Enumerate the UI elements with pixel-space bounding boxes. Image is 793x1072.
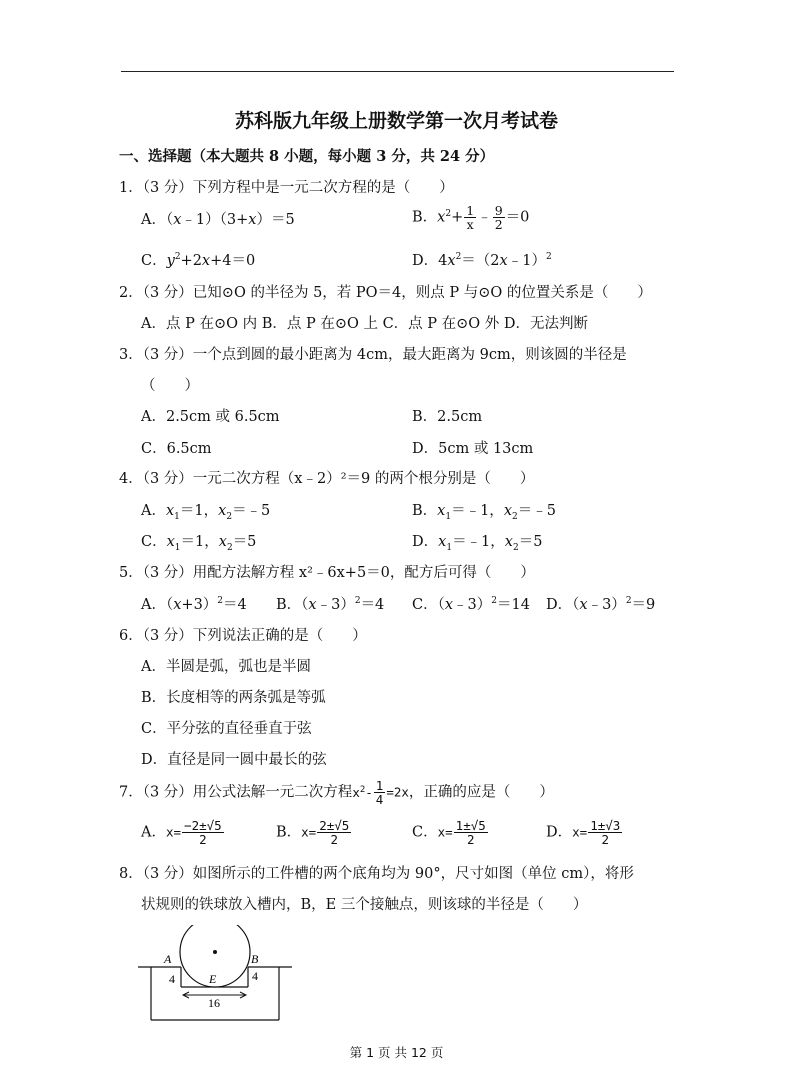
q1-b-frac-2: $\frac{9}{2}$ bbox=[494, 203, 503, 233]
q6-option-b[interactable]: B．长度相等的两条弧是等弧 bbox=[141, 690, 326, 706]
q4-option-b[interactable]: B．$x_1=﹣1$，$x_2=﹣5$ bbox=[412, 503, 556, 522]
q5-option-c[interactable]: C．（x﹣3）$^2$＝14 bbox=[412, 596, 530, 613]
question-1-stem: 1．（3 分）下列方程中是一元二次方程的是（ ） bbox=[119, 180, 454, 196]
q1-option-b[interactable]: B．$x^2+$ $\frac{1}{x}$ ﹣ $\frac{9}{2}$ ＝0 bbox=[412, 203, 530, 233]
q5-option-a[interactable]: A．$(x+3)^2=4$ bbox=[141, 596, 247, 613]
label-a: A bbox=[164, 952, 172, 966]
question-3-stem: 3．（3 分）一个点到圆的最小距离为 4cm，最大距离为 9cm，则该圆的半径是 bbox=[119, 347, 627, 363]
q1-option-a[interactable]: A．（x﹣1）（3+x）＝5 bbox=[141, 212, 295, 228]
section-heading: 一、选择题（本大题共 8 小题，每小题 3 分，共 24 分） bbox=[119, 148, 495, 165]
q3-option-d[interactable]: D．5cm 或 13cm bbox=[412, 441, 534, 457]
question-6-stem: 6．（3 分）下列说法正确的是（ ） bbox=[119, 628, 367, 644]
q3-option-c[interactable]: C．6.5cm bbox=[141, 441, 212, 457]
q4-option-d[interactable]: D．$x_1=﹣1$，$x_2=5$ bbox=[412, 534, 543, 553]
q1-option-d[interactable]: D．$4x^2=(2x﹣1)^2$ bbox=[412, 252, 552, 269]
dim-bottom-16: 16 bbox=[208, 996, 220, 1010]
q3-option-a[interactable]: A．2.5cm 或 6.5cm bbox=[141, 409, 280, 425]
question-7-stem: 7．（3 分）用公式法解一元二次方程$x^2-$ $\frac{1}{4}$ =2x，正确的应是（ ） bbox=[119, 778, 554, 808]
q6-option-a[interactable]: A．半圆是弧，弧也是半圆 bbox=[141, 659, 311, 675]
q6-option-d[interactable]: D．直径是同一圆中最长的弦 bbox=[141, 752, 327, 768]
q7-eq-frac: $\frac{1}{4}$ bbox=[375, 778, 384, 808]
header-rule bbox=[121, 71, 674, 72]
q1-b-frac-1: $\frac{1}{x}$ bbox=[466, 203, 475, 233]
q7-option-d[interactable]: D．x= $\frac{1\pm√3}{2}$ bbox=[546, 818, 621, 848]
workpiece-groove-figure bbox=[136, 925, 296, 1025]
q5-option-b[interactable]: B．（x﹣3）$^2$＝4 bbox=[276, 596, 385, 613]
label-e: E bbox=[209, 972, 217, 986]
question-8-stem: 8．（3 分）如图所示的工件槽的两个底角均为 90°，尺寸如图（单位 cm），将形 bbox=[119, 866, 634, 882]
q1-option-c[interactable]: C．$y^2+2x+4=0$ bbox=[141, 252, 256, 269]
question-2-stem: 2．（3 分）已知⊙O 的半径为 5，若 PO＝4，则点 P 与⊙O 的位置关系是（ ） bbox=[119, 285, 652, 301]
ball-center-dot bbox=[213, 950, 217, 954]
q7-option-c[interactable]: C．x= $\frac{1\pm√5}{2}$ bbox=[412, 818, 486, 848]
q7-option-a[interactable]: A．x= $\frac{-2\pm√5}{2}$ bbox=[141, 818, 222, 848]
page-footer: 第 1 页 共 12 页 bbox=[349, 1045, 444, 1060]
question-8-stem-cont: 状规则的铁球放入槽内，B，E 三个接触点，则该球的半径是（ ） bbox=[141, 897, 588, 913]
question-3-stem-cont: （ ） bbox=[141, 378, 199, 394]
q6-option-c[interactable]: C．平分弦的直径垂直于弦 bbox=[141, 721, 312, 737]
q4-option-a[interactable]: A．$x_1=1$，$x_2=﹣5$ bbox=[141, 503, 271, 522]
q3-option-b[interactable]: B．2.5cm bbox=[412, 409, 483, 425]
page-title: 苏科版九年级上册数学第一次月考试卷 bbox=[234, 110, 558, 132]
dim-left-4: 4 bbox=[169, 972, 175, 986]
question-4-stem: 4．（3 分）一元二次方程（x﹣2）²＝9 的两个根分别是（ ） bbox=[119, 471, 535, 487]
label-b: B bbox=[251, 952, 259, 966]
q4-option-c[interactable]: C．$x_1=1$，$x_2=5$ bbox=[141, 534, 257, 553]
dim-right-4: 4 bbox=[252, 969, 258, 983]
q7-option-b[interactable]: B．x= $\frac{2\pm√5}{2}$ bbox=[276, 818, 350, 848]
q5-option-d[interactable]: D．（x﹣3）$^2$＝9 bbox=[546, 596, 656, 613]
q2-options[interactable]: A．点 P 在⊙O 内 B．点 P 在⊙O 上 C．点 P 在⊙O 外 D．无法判断 bbox=[141, 316, 589, 332]
question-5-stem: 5．（3 分）用配方法解方程 x²﹣6x+5＝0，配方后可得（ ） bbox=[119, 565, 535, 581]
